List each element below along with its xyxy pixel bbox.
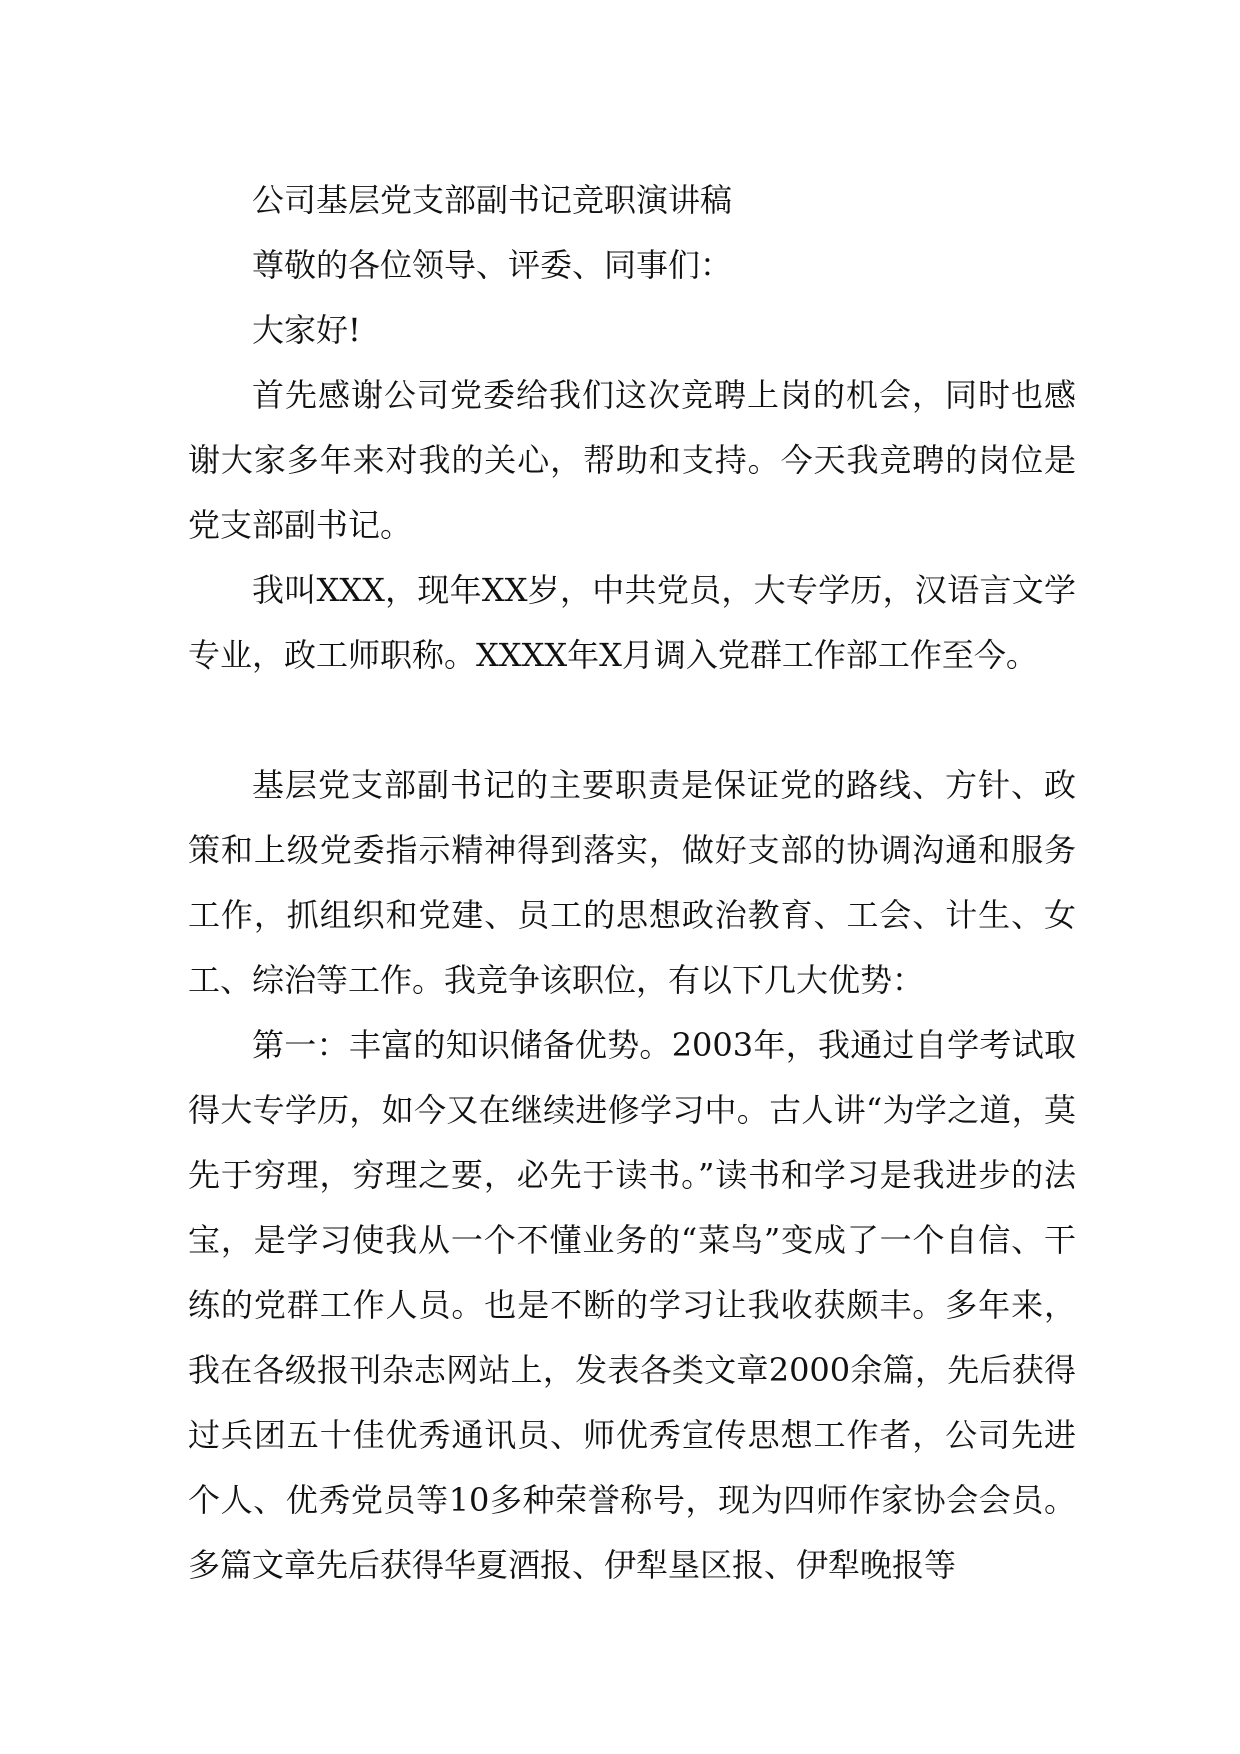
greeting: 大家好! <box>252 311 361 349</box>
paragraph-gratitude: 首先感谢公司党委给我们这次竞聘上岗的机会，同时也感谢大家多年来对我的关心，帮助和支持。今天我竞聘的岗位是党支部副书记。 <box>188 376 1076 544</box>
paragraph-spacer <box>188 688 1076 753</box>
document-page <box>188 168 1076 1598</box>
document-title: 公司基层党支部副书记竞职演讲稿 <box>252 181 733 219</box>
paragraph-duties: 基层党支部副书记的主要职责是保证党的路线、方针、政策和上级党委指示精神得到落实，做好支部的协调沟通和服务工作，抓组织和党建、员工的思想政治教育、工会、计生、女工、综治等工作。我竞争该职位，有以下几大优势： <box>188 766 1076 999</box>
paragraph-knowledge-advantage: 第一：丰富的知识储备优势。2003年，我通过自学考试取得大专学历，如今又在继续进修学习中。古人讲“为学之道，莫先于穷理，穷理之要，必先于读书。”读书和学习是我进步的法宝，是学习使我从一个不懂业务的“菜鸟”变成了一个自信、干练的党群工作人员。也是不断的学习让我收获颇丰。多年来，我在各级报刊杂志网站上，发表各类文章2000余篇，先后获得过兵团五十佳优秀通讯员、师优秀宣传思想工作者，公司先进个人、优秀党员等10多种荣誉称号，现为四师作家协会会员。多篇文章先后获得华夏酒报、伊犁垦区报、伊犁晚报等 <box>188 1026 1076 1584</box>
salutation: 尊敬的各位领导、评委、同事们： <box>252 246 733 284</box>
paragraph-self-introduction: 我叫XXX，现年XX岁，中共党员，大专学历，汉语言文学专业，政工师职称。XXXX年X月调入党群工作部工作至今。 <box>188 571 1076 674</box>
